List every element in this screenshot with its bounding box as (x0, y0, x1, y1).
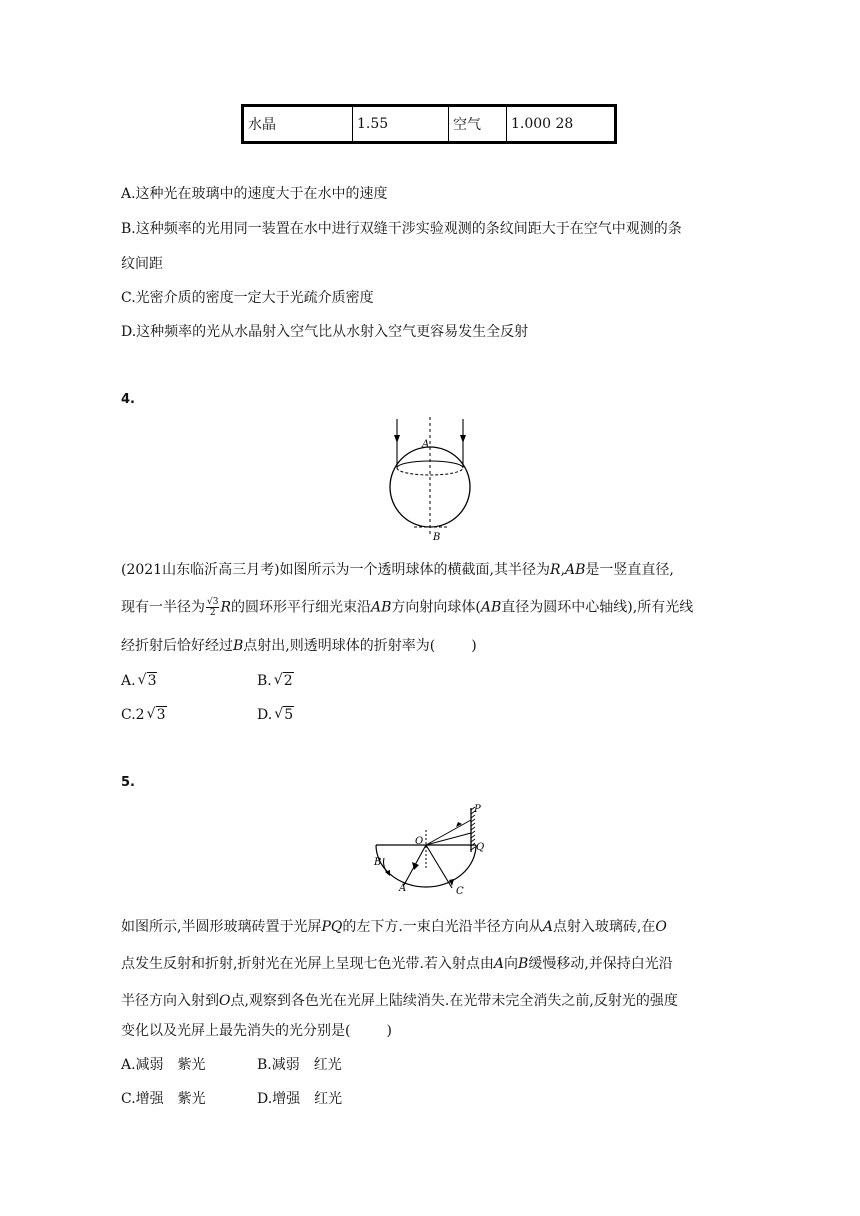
screen-q-label: Q (476, 842, 485, 853)
q5-text: 点射入玻璃砖,在 (552, 919, 656, 935)
q4-option-d (257, 705, 294, 725)
var-o: O (655, 919, 667, 935)
q4-text: 方向射向球体( (391, 599, 481, 616)
point-a-label: A (399, 883, 407, 894)
q4-text-line3 (121, 636, 477, 656)
q4-option-c (121, 705, 167, 725)
var-r: R (220, 599, 232, 616)
q3-option-d: D.这种频率的光从水晶射入空气比从水射入空气更容易发生全反射 (121, 324, 529, 340)
q3-option-a: A.这种光在玻璃中的速度大于在水中的速度 (121, 186, 388, 202)
q5-option-c: C.增强 紫光 (121, 1091, 206, 1107)
sqrt-value: 2 (283, 673, 293, 689)
var-pq: PQ (321, 919, 343, 935)
q3-option-b-cont: 纹间距 (121, 256, 163, 272)
q5-option-b: B.减弱 红光 (257, 1057, 342, 1073)
var-a: A (542, 919, 553, 935)
table-row (243, 106, 616, 143)
var-ab: AB (480, 599, 502, 616)
fraction-denominator: 2 (209, 608, 216, 618)
point-b-label: B (374, 857, 382, 868)
point-b-label: B (433, 532, 441, 543)
q4-text: 点射出,则透明球体的折射率为( (243, 638, 436, 654)
q5-text: 变化以及光屏上最先消失的光分别是( (121, 1023, 351, 1039)
var-o: O (219, 993, 231, 1009)
sqrt-symbol (274, 671, 294, 691)
q5-text: 如图所示,半圆形玻璃砖置于光屏 (121, 919, 322, 935)
q4-text: 现有一半径为 (121, 599, 205, 616)
q5-text-line1 (121, 917, 667, 937)
q5-text-line3 (121, 991, 678, 1011)
q3-option-c: C.光密介质的密度一定大于光疏介质密度 (121, 290, 374, 306)
question-number: 4. (121, 392, 135, 407)
q3-option-b: B.这种频率的光用同一装置在水中进行双缝干涉实验观测的条纹间距大于在空气中观测的条 (121, 221, 682, 237)
q5-text: 缓慢移动,并保持白光沿 (528, 956, 673, 972)
q4-text-line2 (121, 597, 693, 618)
q5-text-line4 (121, 1021, 392, 1041)
var-a: A (493, 956, 505, 972)
sqrt-symbol (274, 705, 294, 725)
q4-text: 直径为圆环中心轴线),所有光线 (501, 599, 694, 616)
table-cell: 水晶 (243, 106, 353, 143)
question-number: 5. (121, 775, 135, 790)
fraction-numerator: √3 (207, 597, 219, 607)
q4-text: 经折射后恰好经过 (121, 638, 233, 654)
var-ab: AB (565, 562, 586, 578)
screen-p-label: P (474, 804, 481, 815)
var-r: R (550, 562, 561, 578)
q5-text: 点发生反射和折射,折射光在光屏上呈现七色光带.若入射点由 (121, 956, 494, 972)
option-label: A. (121, 673, 136, 689)
fraction (206, 597, 219, 618)
sqrt-value: 5 (284, 707, 294, 723)
var-b: B (233, 638, 244, 654)
sqrt-symbol (138, 671, 158, 691)
point-c-label: C (456, 886, 464, 895)
table-cell: 1.55 (353, 106, 449, 143)
coefficient: 2 (135, 707, 145, 723)
q5-text: 向 (504, 956, 519, 972)
point-o-label: O (415, 836, 424, 847)
q4-option-b (257, 671, 294, 691)
q4-text: (2021山东临沂高三月考)如图所示为一个透明球体的横截面,其半径为 (121, 562, 551, 578)
semicircle-prism-figure (370, 800, 495, 895)
q5-text-line2 (121, 954, 673, 974)
q4-text-line1 (121, 560, 674, 580)
q4-text: , (560, 562, 566, 578)
option-label: D. (257, 707, 273, 723)
q5-text: ) (386, 1023, 392, 1039)
point-a-label: A (422, 439, 430, 450)
var-b: B (518, 956, 529, 972)
q4-text: 是一竖直直径, (585, 562, 674, 578)
sqrt-value: 3 (147, 673, 157, 689)
q4-text: ) (471, 638, 477, 654)
sqrt-value: 3 (156, 707, 166, 723)
q5-text: 半径方向入射到 (121, 993, 219, 1009)
refractive-index-table (241, 104, 617, 144)
q4-text: 的圆环形平行细光束沿 (231, 599, 372, 616)
sphere-figure (380, 415, 480, 547)
q5-text: 点,观察到各色光在光屏上陆续消失.在光带未完全消失之前,反射光的强度 (230, 993, 678, 1009)
var-ab: AB (371, 599, 392, 616)
option-label: C. (121, 707, 136, 723)
q5-option-a: A.减弱 紫光 (121, 1057, 206, 1073)
q5-option-d: D.增强 红光 (257, 1091, 343, 1107)
sqrt-symbol (147, 705, 167, 725)
table-cell: 空气 (449, 106, 507, 143)
q4-option-a (121, 671, 157, 691)
option-label: B. (257, 673, 272, 689)
table-cell: 1.000 28 (507, 106, 616, 143)
q5-text: 的左下方.一束白光沿半径方向从 (342, 919, 543, 935)
